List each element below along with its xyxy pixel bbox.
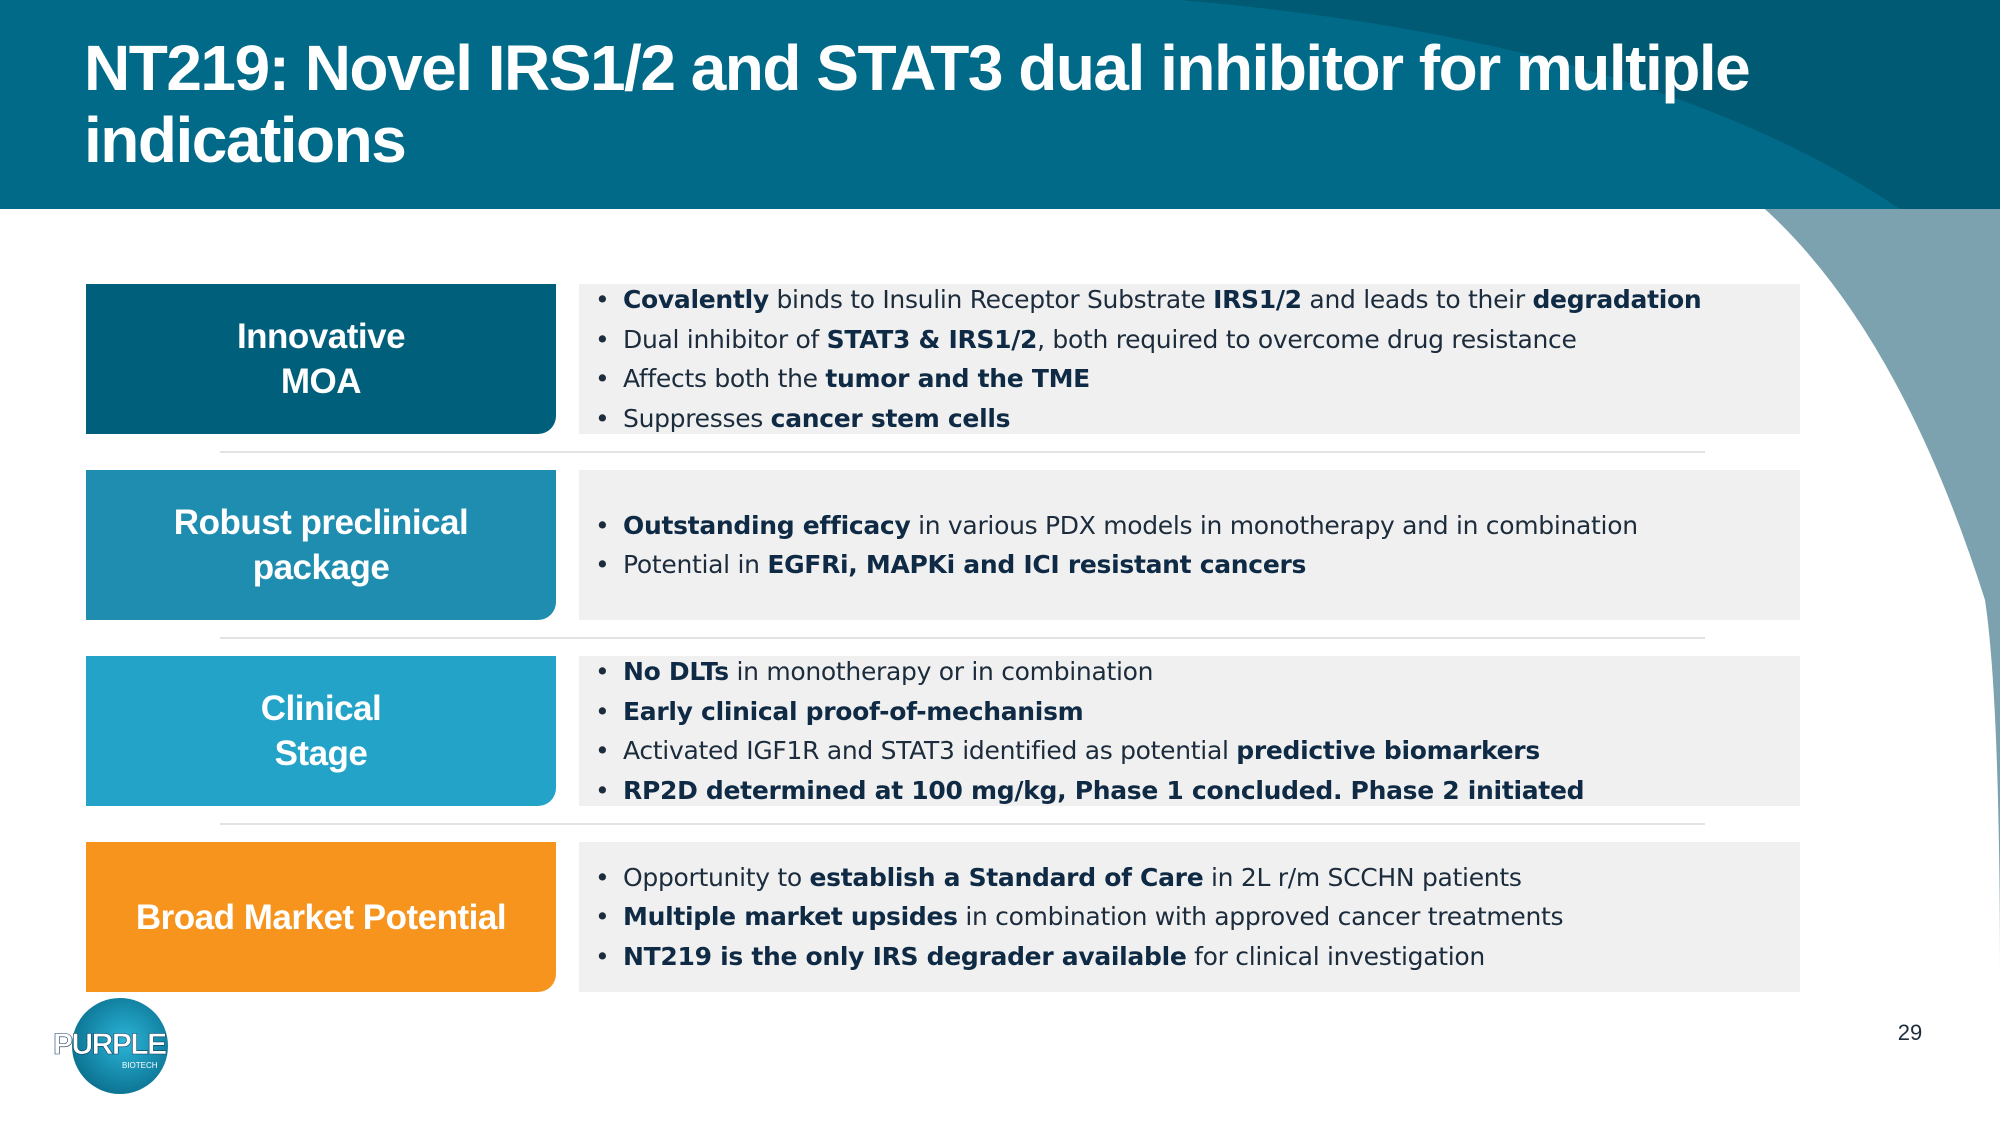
bullet-item (593, 858, 1800, 898)
bold-text: STAT3 & IRS1/2 (826, 324, 1038, 354)
row-label (86, 842, 556, 992)
bold-text: establish a Standard of Care (809, 862, 1204, 892)
bullet-list (579, 280, 1800, 438)
text: in various PDX models in monotherapy and in combination (910, 510, 1638, 540)
bullet-list (579, 652, 1800, 810)
logo-subtext: BIOTECH (122, 1061, 158, 1070)
bullet-item (593, 545, 1800, 585)
bold-text: Outstanding efficacy (623, 510, 911, 540)
bullet-item (593, 320, 1800, 360)
label-line: Innovative (236, 317, 406, 356)
bold-text: Early clinical proof-of-mechanism (623, 696, 1084, 726)
row-market-potential (86, 842, 1800, 992)
text: in monotherapy or in combination (728, 657, 1154, 686)
bold-text: predictive biomarkers (1236, 736, 1540, 765)
row-separator (220, 451, 1705, 453)
row-label (86, 470, 556, 620)
text: , both required to overcome drug resistance (1037, 324, 1577, 354)
text: Potential in (623, 550, 768, 579)
bullet-item (593, 897, 1800, 937)
bullet-item (593, 399, 1800, 439)
bullet-item (593, 652, 1800, 692)
bullet-item (593, 771, 1800, 811)
bullet-list (579, 506, 1800, 585)
bullet-item (593, 506, 1800, 546)
label-line: package (252, 548, 390, 587)
bullet-item (593, 692, 1800, 732)
text: and leads to their (1301, 285, 1533, 314)
bullet-item (593, 359, 1800, 399)
bold-text: No DLTs (623, 657, 729, 686)
text: Opportunity to (623, 862, 810, 892)
bold-text: RP2D determined at 100 mg/kg, Phase 1 concluded. Phase 2 initiated (623, 775, 1585, 805)
bullet-list (579, 858, 1800, 977)
text: Dual inhibitor of (623, 324, 827, 354)
text: binds to Insulin Receptor Substrate (768, 285, 1214, 314)
bold-text: tumor and the TME (825, 364, 1090, 393)
text: Suppresses (623, 403, 771, 433)
label-line: Broad Market Potential (135, 897, 507, 937)
logo-wordmark: PURPLE (53, 1028, 166, 1061)
bold-text: NT219 is the only IRS degrader available (623, 941, 1187, 971)
bullet-item (593, 937, 1800, 977)
row-content (579, 470, 1800, 620)
row-innovative-moa (86, 284, 1800, 434)
slide-title: NT219: Novel IRS1/2 and STAT3 dual inhibitor for multiple indications (84, 32, 1750, 176)
row-content (579, 284, 1800, 434)
row-separator (220, 823, 1705, 825)
bold-text: EGFRi, MAPKi and ICI resistant cancers (767, 550, 1307, 579)
row-separator (220, 637, 1705, 639)
label-line: Robust preclinical (173, 503, 469, 542)
bullet-item (593, 280, 1800, 320)
label-line: Stage (274, 734, 368, 773)
row-label (86, 284, 556, 434)
row-clinical-stage (86, 656, 1800, 806)
page-number: 29 (1897, 1020, 1923, 1045)
row-label (86, 656, 556, 806)
text: Affects both the (623, 364, 826, 393)
row-content (579, 656, 1800, 806)
label-line: Clinical (260, 689, 382, 728)
text: Activated IGF1R and STAT3 identified as potential (623, 736, 1237, 765)
bold-text: cancer stem cells (770, 403, 1011, 433)
purple-biotech-logo (50, 996, 180, 1096)
bullet-item (593, 731, 1800, 771)
bold-text: Multiple market upsides (623, 902, 958, 932)
row-content (579, 842, 1800, 992)
bold-text: IRS1/2 (1213, 285, 1302, 314)
text: in combination with approved cancer treatments (957, 902, 1564, 932)
label-line: MOA (280, 362, 362, 401)
text: in 2L r/m SCCHN patients (1203, 862, 1522, 892)
bold-text: Covalently (623, 285, 769, 314)
bold-text: degradation (1532, 285, 1702, 314)
text: for clinical investigation (1186, 941, 1485, 971)
row-preclinical (86, 470, 1800, 620)
